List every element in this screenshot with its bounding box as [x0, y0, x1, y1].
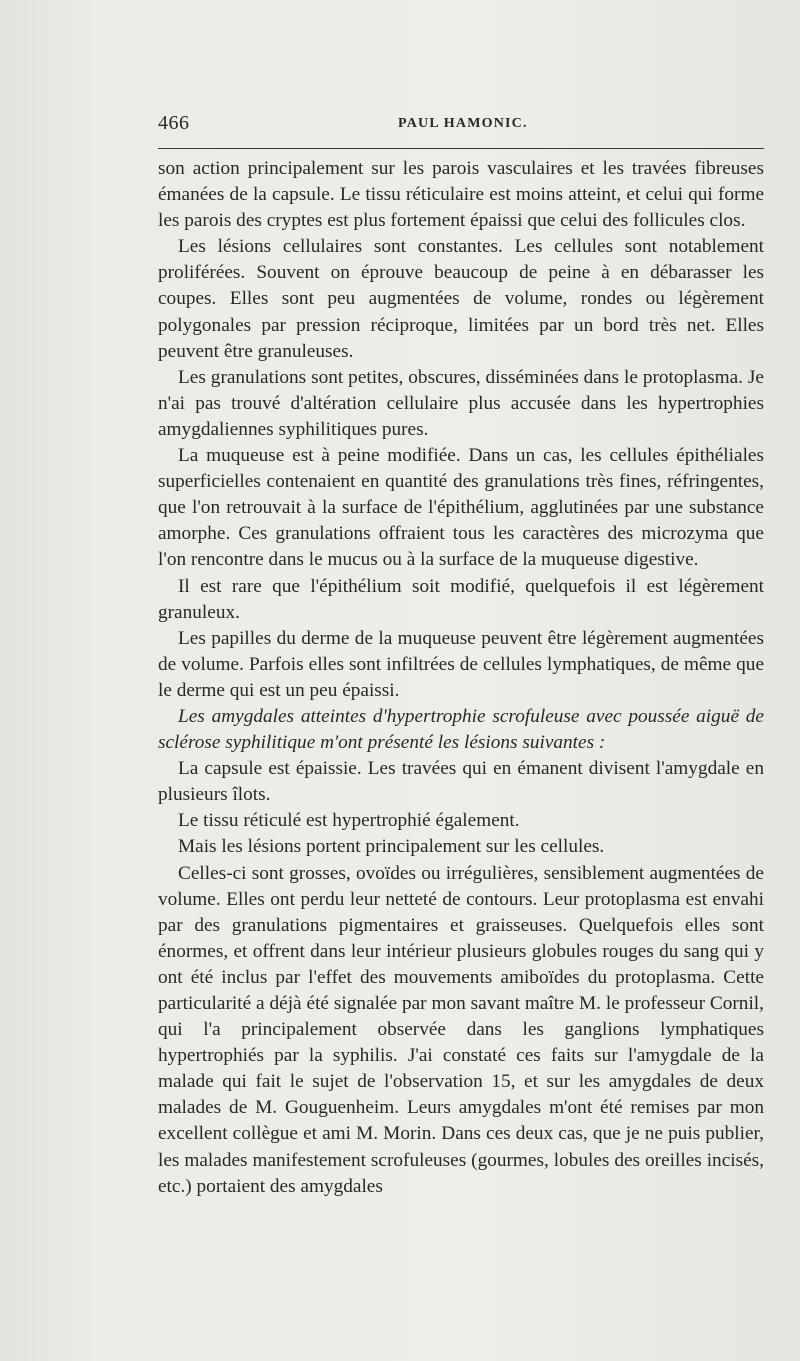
running-head: PAUL HAMONIC. — [398, 116, 528, 131]
paragraph: son action principalement sur les parois vasculaires et les travées fibreuses émanées de la capsule. Le tissu réticulaire est moins atteint, et celui qui forme les parois des cryptes est plus fortement épaissi que celui des follicules clos. — [158, 158, 764, 232]
paragraph: Mais les lésions portent principalement sur les cellules. — [178, 836, 605, 858]
italic-heading-paragraph: Les amygdales atteintes d'hypertrophie scrofuleuse avec poussée aiguë de sclérose syphilitique m'ont présenté les lésions suivantes : — [158, 705, 764, 754]
paragraph: La capsule est épaissie. Les travées qui en émanent divisent l'amygdale en plusieurs îlots. — [158, 758, 764, 806]
paragraph: Les granulations sont petites, obscures, disséminées dans le protoplasma. Je n'ai pas trouvé d'altération cellulaire plus accusée dans les hypertrophies amygdaliennes syphilitiques pures. — [158, 366, 764, 440]
paragraph: La muqueuse est à peine modifiée. Dans un cas, les cellules épithéliales superficielles contenaient en quantité des granulations très fines, réfringentes, que l'on retrouvait à la surface de l'épithélium, agglutinées par une substance amorphe. Ces granulations offraient tous les caractères des microzyma que l'on rencontre dans le mucus ou à la surface de la muqueuse digestive. — [158, 445, 764, 571]
page-header — [158, 112, 764, 140]
paragraph: Celles-ci sont grosses, ovoïdes ou irrégulières, sensiblement augmentées de volume. Elles ont perdu leur netteté de contours. Leur protoplasma est envahi par des granulations pigmentaires et graisseuses. Quelquefois elles sont énormes, et offrent dans leur intérieur plusieurs globules rouges du sang qui y ont été inclus par l'effet des mouvements amiboïdes du protoplasma. Cette particularité a déjà été signalée par mon savant maître M. le professeur Cornil, qui l'a principalement observée dans les ganglions lymphatiques hypertrophiés par la syphilis. J'ai constaté ces faits sur l'amygdale de la malade qui fait le sujet de l'observation 15, et sur les amygdales de deux malades de M. Gouguenheim. Leurs amygdales m'ont été remises par mon excellent collègue et ami M. Morin. Dans ces deux cas, que je ne puis publier, les malades manifestement scrofuleuses (gourmes, lobules des oreilles incisés, etc.) portaient des amygdales — [158, 862, 764, 1197]
paragraph: Les lésions cellulaires sont constantes. Les cellules sont notablement proliférées. Souvent on éprouve beaucoup de peine à en débarasser les coupes. Elles sont peu augmentées de volume, rondes ou légèrement polygonales par pression réciproque, limitées par un bord très net. Elles peuvent être granuleuses. — [158, 236, 764, 362]
header-rule — [158, 148, 764, 149]
paragraph: Il est rare que l'épithélium soit modifié, quelquefois il est légèrement granuleux. — [158, 575, 764, 623]
paragraph: Les papilles du derme de la muqueuse peuvent être légèrement augmentées de volume. Parfois elles sont infiltrées de cellules lymphatiques, de même que le derme qui est un peu épaissi. — [158, 627, 764, 701]
body-text — [158, 156, 764, 1200]
page-number: 466 — [158, 112, 190, 134]
paragraph: Le tissu réticulé est hypertrophié également. — [178, 810, 520, 832]
